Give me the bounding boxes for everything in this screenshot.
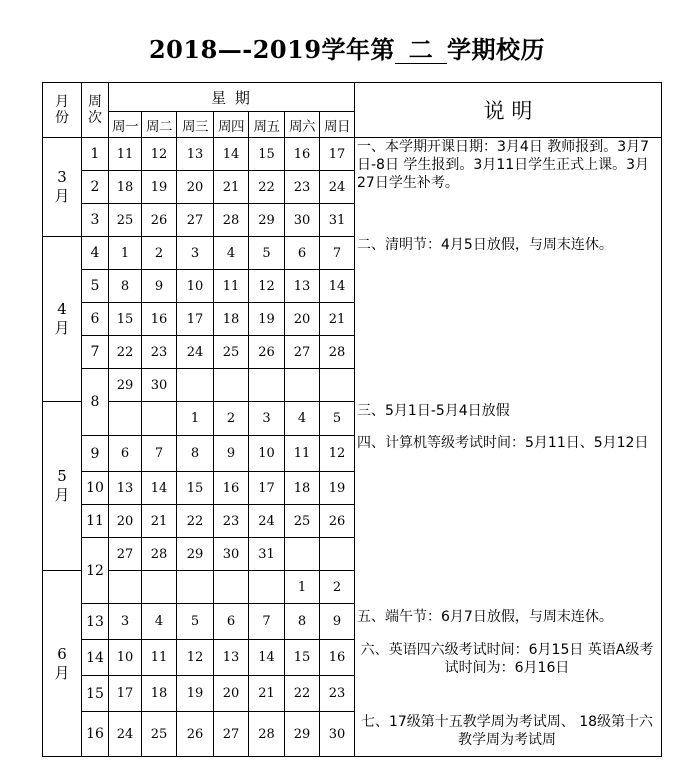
day-cell: 6 <box>214 604 249 640</box>
day-cell: 4 <box>214 237 249 270</box>
day-cell: 8 <box>109 270 142 303</box>
day-cell: 1 <box>177 402 214 436</box>
day-cell: 30 <box>285 204 320 237</box>
day-cell: 22 <box>109 336 142 369</box>
note-3: 三、5月1日-5月4日放假 <box>357 403 510 419</box>
day-cell: 4 <box>285 402 320 436</box>
week-number: 11 <box>82 505 109 538</box>
day-cell: 13 <box>109 472 142 505</box>
day-cell: 30 <box>142 369 177 402</box>
day-cell: 21 <box>142 505 177 538</box>
note-1: 一、本学期开课日期：3月4日 教师报到。3月7日-8日 学生报到。3月11日学生正式上课。3月27日学生补考。 <box>357 139 650 191</box>
week-number: 15 <box>82 676 109 712</box>
day-cell: 15 <box>177 472 214 505</box>
day-cell: 6 <box>109 436 142 472</box>
day-cell: 23 <box>285 171 320 204</box>
day-cell: 12 <box>142 138 177 171</box>
day-cell: 7 <box>320 237 355 270</box>
day-cell: 25 <box>285 505 320 538</box>
week-number: 16 <box>82 712 109 757</box>
day-cell: 11 <box>214 270 249 303</box>
note-4: 四、计算机等级考试时间：5月11日、5月12日 <box>357 435 649 451</box>
day-cell: 24 <box>249 505 285 538</box>
day-cell: 6 <box>285 237 320 270</box>
weekday-header: 周五 <box>249 112 285 138</box>
day-cell: 8 <box>177 436 214 472</box>
title-suffix: 学期校历 <box>447 35 546 64</box>
school-calendar-table <box>42 82 662 757</box>
day-cell <box>109 571 142 604</box>
day-cell: 27 <box>285 336 320 369</box>
day-cell <box>320 369 355 402</box>
day-cell: 15 <box>249 138 285 171</box>
page-title <box>0 30 694 65</box>
day-cell: 16 <box>214 472 249 505</box>
day-cell: 12 <box>249 270 285 303</box>
day-cell: 24 <box>109 712 142 757</box>
day-cell: 26 <box>177 712 214 757</box>
day-cell: 18 <box>142 676 177 712</box>
week-number: 4 <box>82 237 109 270</box>
week-number: 14 <box>82 640 109 676</box>
day-cell: 1 <box>285 571 320 604</box>
day-cell: 14 <box>142 472 177 505</box>
day-cell <box>214 571 249 604</box>
day-cell: 28 <box>214 204 249 237</box>
title-term: 二 <box>395 37 447 64</box>
day-cell: 28 <box>320 336 355 369</box>
day-cell <box>285 369 320 402</box>
day-cell: 29 <box>285 712 320 757</box>
day-cell: 26 <box>142 204 177 237</box>
day-cell: 27 <box>214 712 249 757</box>
day-cell: 13 <box>177 138 214 171</box>
day-cell: 13 <box>285 270 320 303</box>
day-cell: 19 <box>142 171 177 204</box>
day-cell: 12 <box>320 436 355 472</box>
weekday-header: 周二 <box>142 112 177 138</box>
note-6: 六、英语四六级考试时间：6月15日 英语A级考试时间为：6月16日 <box>360 642 654 676</box>
note-7: 七、17级第十五教学周为考试周、 18级第十六教学周为考试周 <box>360 714 654 748</box>
day-cell: 26 <box>249 336 285 369</box>
day-cell: 19 <box>177 676 214 712</box>
day-cell: 11 <box>109 138 142 171</box>
month-cell: 3 月 <box>43 138 82 237</box>
day-cell: 20 <box>109 505 142 538</box>
weekday-header: 周一 <box>109 112 142 138</box>
week-header: 周 次 <box>82 83 109 138</box>
day-cell: 14 <box>320 270 355 303</box>
day-cell <box>249 571 285 604</box>
day-cell: 27 <box>177 204 214 237</box>
day-cell: 3 <box>249 402 285 436</box>
day-cell: 15 <box>285 640 320 676</box>
day-cell: 16 <box>285 138 320 171</box>
day-cell <box>285 538 320 571</box>
week-number: 9 <box>82 436 109 472</box>
week-number: 7 <box>82 336 109 369</box>
day-cell: 23 <box>320 676 355 712</box>
day-cell: 22 <box>177 505 214 538</box>
notes-header: 说 明 <box>355 83 662 138</box>
day-cell: 22 <box>285 676 320 712</box>
day-cell <box>177 369 214 402</box>
day-cell: 16 <box>320 640 355 676</box>
week-number: 1 <box>82 138 109 171</box>
title-prefix: 2018—-2019学年第 <box>148 35 396 64</box>
note-5: 五、端午节：6月7日放假，与周末连休。 <box>357 609 613 625</box>
day-cell: 27 <box>109 538 142 571</box>
day-cell: 21 <box>249 676 285 712</box>
day-cell <box>142 402 177 436</box>
day-cell <box>109 402 142 436</box>
day-cell: 23 <box>142 336 177 369</box>
day-cell: 21 <box>214 171 249 204</box>
day-cell: 12 <box>177 640 214 676</box>
day-cell: 31 <box>320 204 355 237</box>
day-cell: 9 <box>142 270 177 303</box>
day-cell: 13 <box>214 640 249 676</box>
week-row <box>43 138 662 171</box>
day-cell: 4 <box>142 604 177 640</box>
day-cell <box>177 571 214 604</box>
day-cell: 15 <box>109 303 142 336</box>
day-cell: 7 <box>142 436 177 472</box>
day-cell: 19 <box>249 303 285 336</box>
day-cell <box>249 369 285 402</box>
day-cell: 25 <box>142 712 177 757</box>
day-cell: 28 <box>249 712 285 757</box>
day-cell: 29 <box>177 538 214 571</box>
month-cell: 6 月 <box>43 571 82 757</box>
weekday-header: 周三 <box>177 112 214 138</box>
day-cell: 3 <box>109 604 142 640</box>
weekday-header: 周日 <box>320 112 355 138</box>
day-cell: 11 <box>142 640 177 676</box>
month-cell: 5 月 <box>43 402 82 571</box>
day-cell: 10 <box>177 270 214 303</box>
day-cell: 5 <box>320 402 355 436</box>
month-header: 月 份 <box>43 83 82 138</box>
note-2: 二、清明节：4月5日放假，与周末连休。 <box>357 237 613 253</box>
day-cell: 17 <box>177 303 214 336</box>
day-cell: 18 <box>285 472 320 505</box>
week-number: 3 <box>82 204 109 237</box>
day-cell: 3 <box>177 237 214 270</box>
day-cell: 31 <box>249 538 285 571</box>
day-cell: 30 <box>320 712 355 757</box>
day-cell: 20 <box>177 171 214 204</box>
weekday-header: 周六 <box>285 112 320 138</box>
day-cell: 22 <box>249 171 285 204</box>
day-cell: 14 <box>249 640 285 676</box>
day-cell: 18 <box>214 303 249 336</box>
day-cell: 17 <box>109 676 142 712</box>
day-cell: 23 <box>214 505 249 538</box>
day-cell: 2 <box>320 571 355 604</box>
weekday-header: 周四 <box>214 112 249 138</box>
day-cell: 9 <box>214 436 249 472</box>
day-cell: 17 <box>320 138 355 171</box>
day-cell: 25 <box>109 204 142 237</box>
month-cell: 4 月 <box>43 237 82 402</box>
day-cell: 10 <box>249 436 285 472</box>
day-cell: 29 <box>109 369 142 402</box>
day-cell: 7 <box>249 604 285 640</box>
day-cell: 9 <box>320 604 355 640</box>
day-cell: 29 <box>249 204 285 237</box>
day-cell: 25 <box>214 336 249 369</box>
day-cell: 14 <box>214 138 249 171</box>
week-number: 10 <box>82 472 109 505</box>
day-cell: 28 <box>142 538 177 571</box>
week-number: 5 <box>82 270 109 303</box>
day-cell: 30 <box>214 538 249 571</box>
day-cell: 26 <box>320 505 355 538</box>
day-cell: 20 <box>214 676 249 712</box>
day-cell: 19 <box>320 472 355 505</box>
weekday-group-header: 星 期 <box>109 83 355 112</box>
day-cell: 17 <box>249 472 285 505</box>
day-cell: 16 <box>142 303 177 336</box>
week-number: 6 <box>82 303 109 336</box>
week-number: 8 <box>82 369 109 436</box>
notes-column <box>355 138 662 757</box>
day-cell: 2 <box>214 402 249 436</box>
day-cell: 10 <box>109 640 142 676</box>
day-cell: 1 <box>109 237 142 270</box>
week-number: 12 <box>82 538 109 604</box>
day-cell: 20 <box>285 303 320 336</box>
day-cell: 21 <box>320 303 355 336</box>
day-cell <box>142 571 177 604</box>
day-cell: 24 <box>177 336 214 369</box>
day-cell: 2 <box>142 237 177 270</box>
day-cell <box>320 538 355 571</box>
day-cell <box>214 369 249 402</box>
day-cell: 24 <box>320 171 355 204</box>
day-cell: 8 <box>285 604 320 640</box>
week-number: 13 <box>82 604 109 640</box>
day-cell: 11 <box>285 436 320 472</box>
week-number: 2 <box>82 171 109 204</box>
day-cell: 5 <box>249 237 285 270</box>
day-cell: 18 <box>109 171 142 204</box>
day-cell: 5 <box>177 604 214 640</box>
